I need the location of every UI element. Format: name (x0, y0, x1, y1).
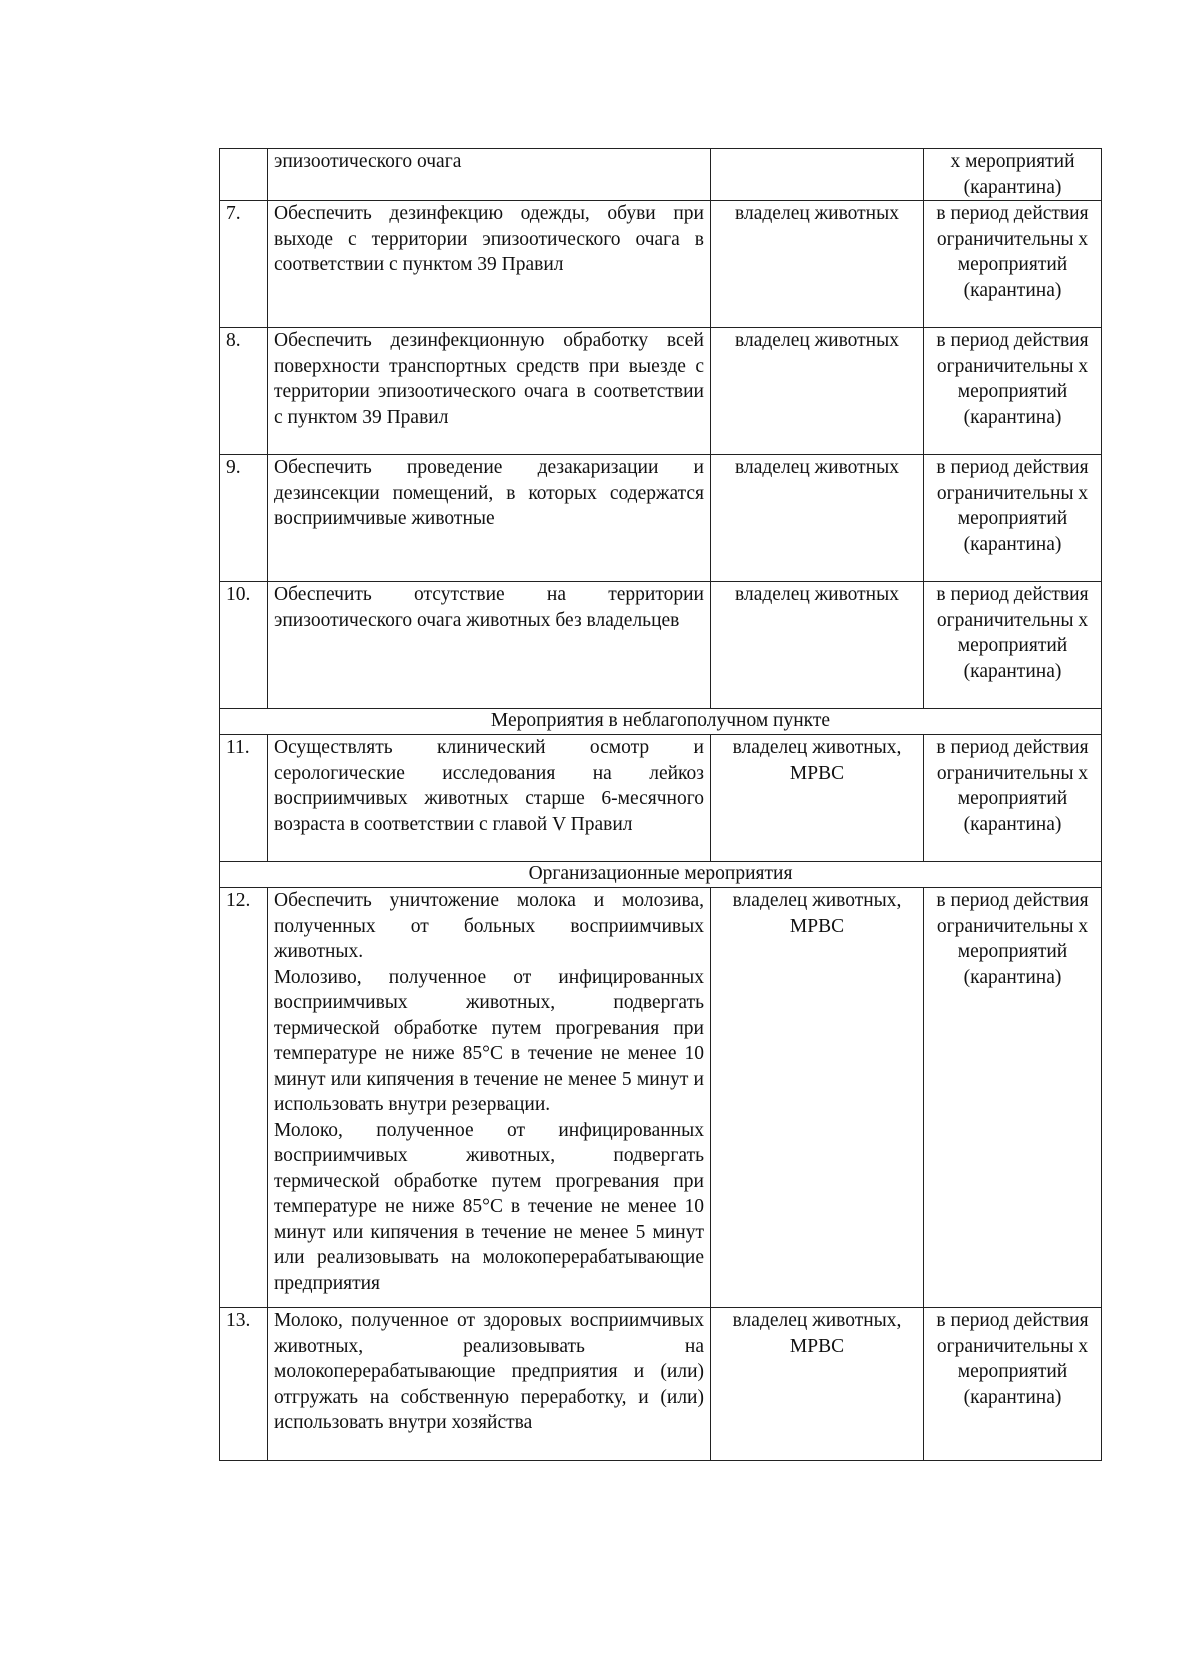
measure-cell: Обеспечить дезинфекцию одежды, обуви при выходе с территории эпизоотического очага в соответствии с пунктом 39 Правил (268, 201, 711, 328)
row-number-cell (220, 149, 268, 201)
responsible-cell: владелец животных, МРВС (711, 735, 924, 862)
section-header-row (220, 709, 1102, 735)
table-row (220, 455, 1102, 582)
measure-paragraph: Обеспечить уничтожение молока и молозива, полученных от больных восприимчивых животных. (274, 890, 704, 962)
term-cell: в период действия ограничительны х мероприятий (карантина) (924, 582, 1102, 709)
section-title: Мероприятия в неблагополучном пункте (220, 709, 1102, 735)
term-cell: в период действия ограничительны х мероприятий (карантина) (924, 328, 1102, 455)
term-cell: х мероприятий (карантина) (924, 149, 1102, 201)
row-number-cell: 12. (220, 888, 268, 1308)
measure-cell (268, 888, 711, 1308)
row-number-cell: 8. (220, 328, 268, 455)
row-number-cell: 11. (220, 735, 268, 862)
row-number-cell: 13. (220, 1308, 268, 1461)
table-row (220, 201, 1102, 328)
measure-paragraph: Молозиво, полученное от инфицированных восприимчивых животных, подвергать термической обработке путем прогревания при температуре не ниже 85°С в течение не менее 10 минут или кипячения в течение не менее 5 минут и использовать внутри резервации. (274, 966, 704, 1115)
section-header-row (220, 862, 1102, 888)
table-row (220, 149, 1102, 201)
table-row (220, 888, 1102, 1308)
responsible-cell: владелец животных (711, 328, 924, 455)
measure-cell: Осуществлять клинический осмотр и серологические исследования на лейкоз восприимчивых животных старше 6-месячного возраста в соответствии с главой V Правил (268, 735, 711, 862)
row-number-cell: 7. (220, 201, 268, 328)
term-cell: в период действия ограничительны х мероприятий (карантина) (924, 735, 1102, 862)
table-row (220, 735, 1102, 862)
responsible-cell: владелец животных (711, 201, 924, 328)
table-row (220, 328, 1102, 455)
measure-cell: Обеспечить отсутствие на территории эпизоотического очага животных без владельцев (268, 582, 711, 709)
term-cell: в период действия ограничительны х мероприятий (карантина) (924, 201, 1102, 328)
row-number-cell: 10. (220, 582, 268, 709)
table-row (220, 1308, 1102, 1461)
measure-cell: Обеспечить дезинфекционную обработку всей поверхности транспортных средств при выезде с территории эпизоотического очага в соответствии с пунктом 39 Правил (268, 328, 711, 455)
measure-cell: Молоко, полученное от здоровых восприимчивых животных, реализовывать на молокоперерабатывающие предприятия и (или) отгружать на собственную переработку, и (или) использовать внутри хозяйства (268, 1308, 711, 1461)
responsible-cell: владелец животных, МРВС (711, 1308, 924, 1461)
table-row (220, 582, 1102, 709)
measure-paragraph: Молоко, полученное от инфицированных восприимчивых животных, подвергать термической обработке путем прогревания при температуре не ниже 85°С в течение не менее 10 минут или кипячения в течение не менее 5 минут или реализовывать на молокоперерабатывающие предприятия (274, 1119, 704, 1294)
term-cell: в период действия ограничительны х мероприятий (карантина) (924, 455, 1102, 582)
measure-cell: эпизоотического очага (268, 149, 711, 201)
responsible-cell: владелец животных, МРВС (711, 888, 924, 1308)
measure-cell: Обеспечить проведение дезакаризации и дезинсекции помещений, в которых содержатся восприимчивые животные (268, 455, 711, 582)
responsible-cell: владелец животных (711, 582, 924, 709)
responsible-cell: владелец животных (711, 455, 924, 582)
row-number-cell: 9. (220, 455, 268, 582)
term-cell: в период действия ограничительны х мероприятий (карантина) (924, 1308, 1102, 1461)
term-cell: в период действия ограничительны х мероприятий (карантина) (924, 888, 1102, 1308)
responsible-cell (711, 149, 924, 201)
section-title: Организационные мероприятия (220, 862, 1102, 888)
measures-table (219, 148, 1102, 1461)
